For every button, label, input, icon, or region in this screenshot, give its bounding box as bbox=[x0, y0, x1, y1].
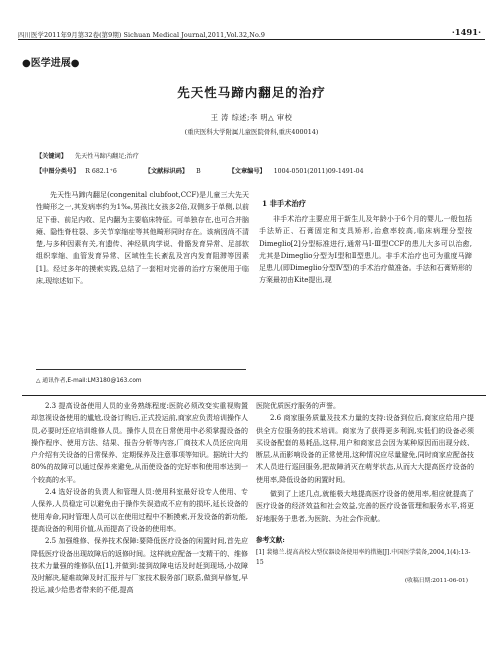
section-tag: ●医学进展● bbox=[22, 58, 80, 69]
intro-paragraph: 先天性马蹄内翻足(congenital clubfoot,CCF)是儿童三大先天性畸形之一,其发病率约为1‰,男孩比女孩多2倍,双侧多于单侧,以前足下垂、前足内收、足内翻为主要临床特征。可单独存在,也可合并脑瘫、隐性脊柱裂、多关节挛缩症等其他畸形同时存在。该病因尚不清楚,与多种因素有关,有遗传、神经肌肉学说、骨骼发育异常、足部软组织挛缩、血管发育异常、区域性生长紊乱及宫内发育阻滞等因素[1]。经过多年的摸索实践,总结了一套相对完善的治疗方案使用于临床,现综述如下。 bbox=[36, 191, 249, 286]
doc-code-label: 【文献标识码】 bbox=[144, 168, 189, 175]
article-affiliation: (重庆医科大学附属儿童医院骨科,重庆400014) bbox=[184, 128, 319, 136]
clc-value: R 682.1⁺6 bbox=[85, 168, 117, 175]
keywords-label: 【关键词】 bbox=[36, 153, 67, 160]
lower-right-column bbox=[256, 400, 474, 584]
page-number: ·1491· bbox=[451, 27, 481, 37]
footnote-rule bbox=[36, 369, 246, 370]
classification-line bbox=[36, 166, 364, 175]
article-no-value: 1004-0501(2011)09-1491-04 bbox=[273, 168, 364, 175]
section-1-paragraph: 非手术治疗主要应用于新生儿及年龄小于6个月的婴儿,一般包括手法矫正、石膏固定和支具矫形,治愈率较高,临床病理分型按Dimeglio[2]分型标准进行,通常马Ⅰ-Ⅲ型CCF的患儿大多可以治愈,尤其是Dimeglio分型为Ⅰ型和Ⅱ型患儿。非手术治疗也可为重度马蹄足患儿(即Dimeglio分型Ⅳ型)的手术治疗做准备。手法和石膏矫形的方案最初由Kite提出,现 bbox=[259, 215, 472, 285]
intro-column bbox=[36, 189, 249, 287]
section-1-column bbox=[259, 199, 472, 287]
paragraph-2-3: 2.3 提高设备使用人员的业务熟练程度:医院必须改变实重视购置却忽视设备使用的尴尬,设备订购后,正式投运前,商家应负责培训操作人员,必要时还应培训维修人员。操作人员在日常使用中必须掌握设备的操作程序、使用方法、结果、报告分析等内容,厂商技术人员还应向用户介绍有关设备的日常保养、定期保养及注意事项等知识。据统计大约80%的故障可以通过保养来避免,从而使设备的完好率和使用率达到一个较高的水平。 bbox=[31, 402, 248, 484]
article-divider bbox=[22, 395, 486, 396]
paragraph-conclusion: 做到了上述几点,就能极大地提高医疗设备的使用率,相应就提高了医疗设备的经济效益和社会效益,完善的医疗设备管理和服务水平,将更好地服务于患者,为医院、为社会作贡献。 bbox=[256, 490, 474, 523]
clc-label: 【中图分类号】 bbox=[36, 168, 80, 175]
keywords-value: 先天性马蹄内翻足;治疗 bbox=[74, 153, 139, 160]
paragraph-continuation: 医院优质医疗服务的声誉。 bbox=[256, 402, 340, 410]
paragraph-2-5: 2.5 加强维修、保养技术保障:要降低医疗设备的闲置时间,首先应降低医疗设备出现故障后的返修时间。这样就应配备一支精干的、维修技术力量强的维修队伍[1],并做到:接到故障电话及时赶到现场,小故障及时解决,疑难故障及时汇报并与厂家技术服务部门联系,做到早修复,早投运,减少给患者带来的不便,提高 bbox=[31, 537, 248, 595]
keywords-line bbox=[36, 151, 139, 160]
section-1-heading: 1 非手术治疗 bbox=[262, 199, 307, 208]
doc-code-value: B bbox=[196, 168, 201, 175]
received-date: (收稿日期:2011-06-01) bbox=[404, 577, 468, 584]
article-authors: 王 涛 综述;李 明△ 审校 bbox=[210, 113, 293, 122]
footnote: △ 通讯作者,E-mail:LM3180@163.com bbox=[36, 378, 142, 384]
article-title: 先天性马蹄内翻足的治疗 bbox=[177, 85, 326, 100]
running-header: 四川医学2011年9月第32卷(第9期) Sichuan Medical Journal,2011,Vol.32,No.9 bbox=[18, 31, 266, 39]
paragraph-2-4: 2.4 选好设备的负责人和管理人员:使用科室最好设专人使用、专人保养,人员稳定可以避免由于操作失误造成不应有的损坏,延长设备的使用寿命,同时管理人员可以在使用过程中不断摸索,开发设备的新功能,提高设备的利用价值,从而提高了设备的使用率。 bbox=[31, 488, 248, 533]
references-heading: 参考文献: bbox=[256, 535, 285, 544]
lower-left-column bbox=[31, 400, 248, 597]
article-no-label: 【文章编号】 bbox=[228, 168, 266, 175]
header-rule bbox=[18, 39, 485, 40]
paragraph-2-6: 2.6 商家服务质量及技术力量的支持:设备到位后,商家应给用户提供全方位服务的技术培训。商家为了获得更多利润,实低们的设备必须买设备配套的易耗品,这样,用户和商家总会因为某种原因而出现分歧、断层,从而影响设备的正常使用,这种情况应尽量避免,同时商家应配备技术人员进行巡回服务,把故障消灭在萌芽状态,从而大大提高医疗设备的使用率,降低设备的闲置时间。 bbox=[256, 414, 474, 484]
reference-item: [1] 裴德兰.提高高校大型仪器设备使用率的措施[J].中国医学装备,2004,1(4):13-15 bbox=[256, 548, 471, 567]
